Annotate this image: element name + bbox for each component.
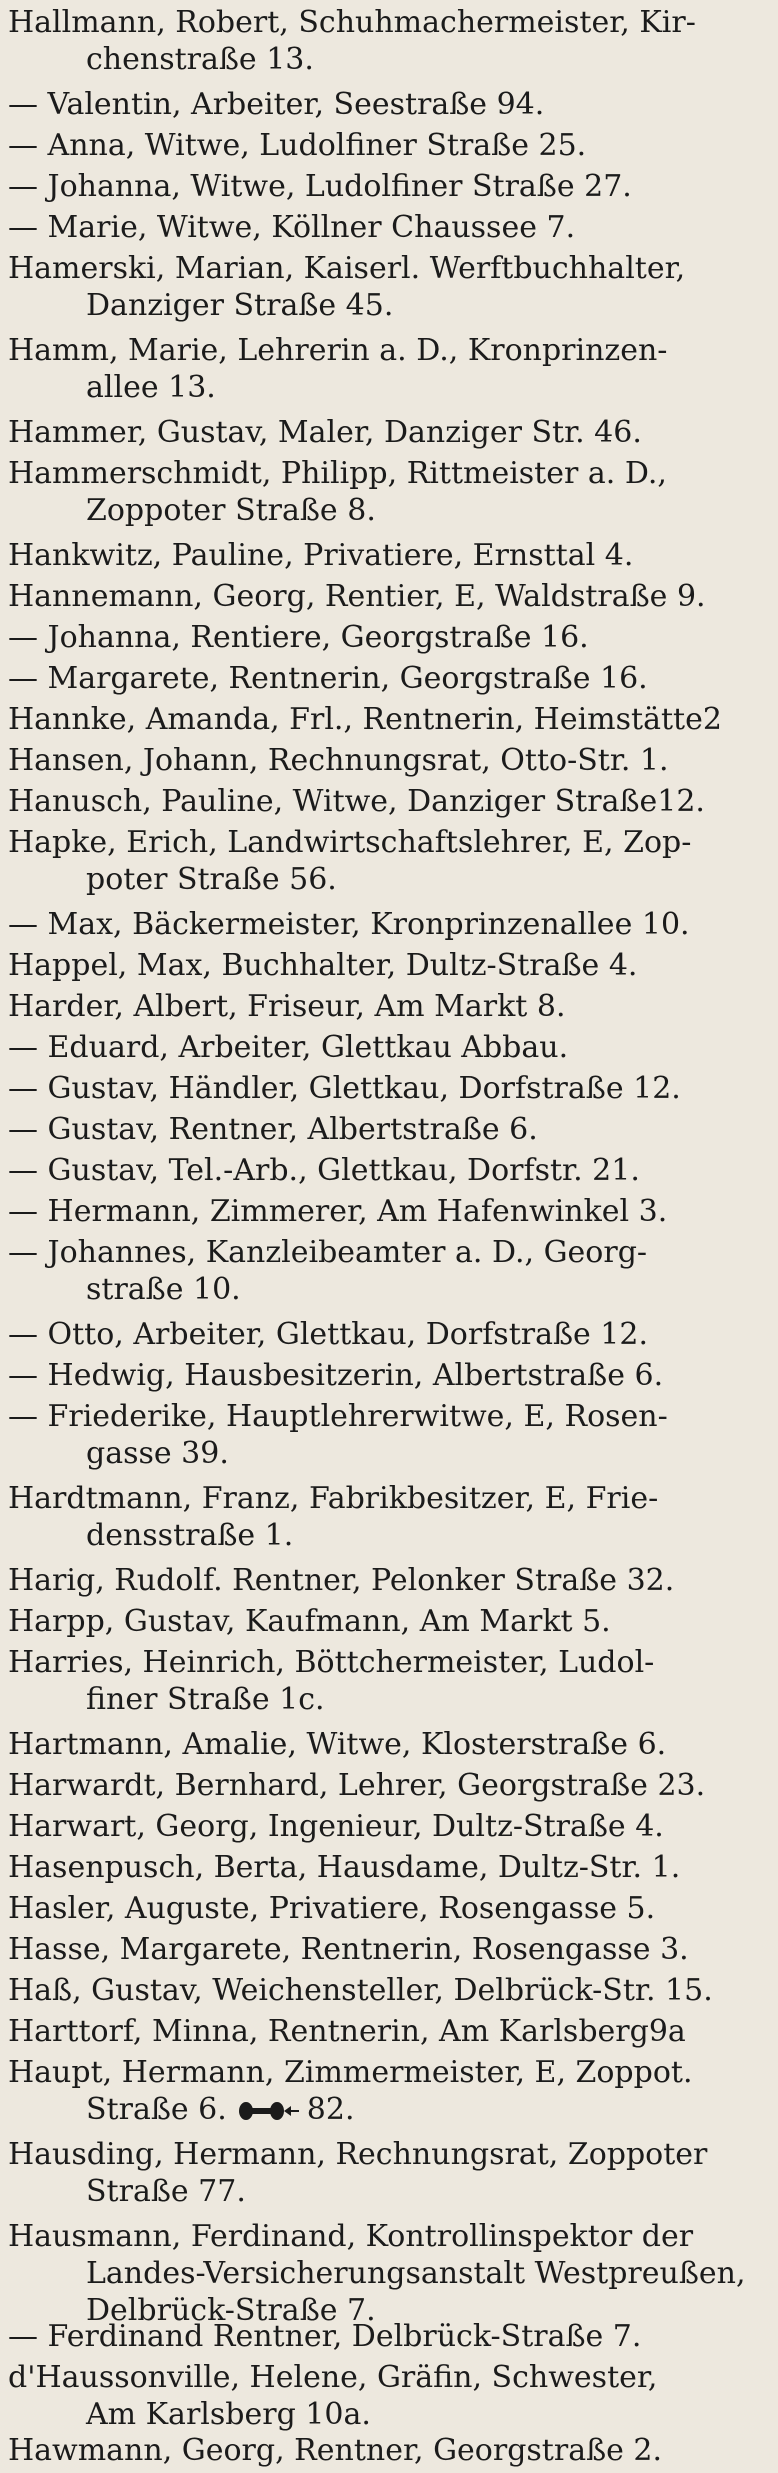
entry-line-continued: Am Karlsberg 10a. [86, 2397, 371, 2432]
entry-line-continued: poter Straße 56. [86, 862, 337, 897]
directory-entry [8, 1972, 772, 2009]
directory-entry [8, 2054, 772, 2128]
directory-entry [8, 660, 772, 697]
directory-entry [8, 127, 772, 164]
entry-line-continued: chenstraße 13. [86, 42, 314, 77]
entry-line: — Margarete, Rentnerin, Georgstraße 16. [8, 661, 648, 696]
directory-entry [8, 1644, 772, 1718]
entry-line: Harwart, Georg, Ingenieur, Dultz-Straße 4. [8, 1809, 664, 1844]
directory-entry [8, 2432, 772, 2469]
entry-line-continued: gasse 39. [86, 1436, 229, 1471]
entry-line: Hawmann, Georg, Rentner, Georgstraße 2. [8, 2433, 663, 2468]
directory-entry [8, 2218, 772, 2329]
entry-line-continued: densstraße 1. [86, 1518, 294, 1553]
entry-line: Hardtmann, Franz, Fabrikbesitzer, E, Frie- [8, 1481, 659, 1516]
directory-entry [8, 1070, 772, 1107]
entry-line: — Gustav, Händler, Glettkau, Dorfstraße 12. [8, 1071, 681, 1106]
directory-entry [8, 619, 772, 656]
directory-entry [8, 1152, 772, 1189]
entry-line-continued: Zoppoter Straße 8. [86, 493, 376, 528]
entry-line-continued: finer Straße 1c. [86, 1682, 325, 1717]
directory-entry [8, 209, 772, 246]
directory-entry [8, 988, 772, 1025]
entry-line: Hamerski, Marian, Kaiserl. Werftbuchhalter, [8, 251, 686, 286]
directory-entry [8, 1398, 772, 1472]
entry-line: Hausmann, Ferdinand, Kontrollinspektor der [8, 2219, 694, 2254]
entry-line-continued: Delbrück-Straße 7. [86, 2293, 376, 2328]
entry-line: Haß, Gustav, Weichensteller, Delbrück-Str. 15. [8, 1973, 713, 2008]
entry-line: — Johannes, Kanzleibeamter a. D., Georg- [8, 1235, 648, 1270]
directory-entry [8, 2013, 772, 2050]
directory-entry [8, 168, 772, 205]
directory-entry [8, 1193, 772, 1230]
directory-entry [8, 1357, 772, 1394]
directory-entry [8, 1316, 772, 1353]
directory-entry [8, 947, 772, 984]
directory-entry [8, 701, 772, 738]
entry-line: Hausding, Hermann, Rechnungsrat, Zoppoter [8, 2137, 708, 2172]
entry-line: — Johanna, Rentiere, Georgstraße 16. [8, 620, 589, 655]
entry-line: d'Haussonville, Helene, Gräfin, Schwester, [8, 2360, 658, 2395]
directory-entry [8, 2359, 772, 2433]
entry-line: Harries, Heinrich, Böttchermeister, Ludol- [8, 1645, 655, 1680]
entry-line: — Max, Bäckermeister, Kronprinzenallee 10. [8, 907, 690, 942]
entry-line-continued: straße 10. [86, 1272, 241, 1307]
entry-line: — Valentin, Arbeiter, Seestraße 94. [8, 87, 545, 122]
entry-line: Hannemann, Georg, Rentier, E, Waldstraße 9. [8, 579, 706, 614]
entry-line: — Otto, Arbeiter, Glettkau, Dorfstraße 12. [8, 1317, 649, 1352]
entry-line: Hapke, Erich, Landwirtschaftslehrer, E, Zop- [8, 825, 692, 860]
directory-entry [8, 2318, 772, 2355]
entry-line: Happel, Max, Buchhalter, Dultz-Straße 4. [8, 948, 638, 983]
directory-entry [8, 455, 772, 529]
entry-line: — Johanna, Witwe, Ludolfiner Straße 27. [8, 169, 632, 204]
directory-entry [8, 1603, 772, 1640]
directory-entry [8, 86, 772, 123]
entry-line: — Eduard, Arbeiter, Glettkau Abbau. [8, 1030, 569, 1065]
entry-line: — Hermann, Zimmerer, Am Hafenwinkel 3. [8, 1194, 668, 1229]
entry-line-continued: Straße 77. [86, 2174, 246, 2209]
entry-line: Harder, Albert, Friseur, Am Markt 8. [8, 989, 566, 1024]
directory-entry [8, 783, 772, 820]
directory-entry [8, 2136, 772, 2210]
entry-line: Hasenpusch, Berta, Hausdame, Dultz-Str. 1. [8, 1850, 681, 1885]
entry-line: Hansen, Johann, Rechnungsrat, Otto-Str. 1. [8, 743, 669, 778]
entry-line: Hankwitz, Pauline, Privatiere, Ernsttal 4. [8, 538, 634, 573]
directory-entry [8, 1726, 772, 1763]
entry-line: Harpp, Gustav, Kaufmann, Am Markt 5. [8, 1604, 611, 1639]
entry-line: Hammer, Gustav, Maler, Danziger Str. 46. [8, 415, 642, 450]
directory-entry [8, 1029, 772, 1066]
entry-line-continued: Landes-Versicherungsanstalt Westpreußen, [86, 2256, 746, 2291]
entry-line: Hasler, Auguste, Privatiere, Rosengasse 5. [8, 1891, 656, 1926]
directory-entry [8, 1890, 772, 1927]
directory-entry [8, 742, 772, 779]
entry-line: — Friederike, Hauptlehrerwitwe, E, Rosen- [8, 1399, 668, 1434]
entry-line: Hanusch, Pauline, Witwe, Danziger Straße12. [8, 784, 705, 819]
entry-line: Harttorf, Minna, Rentnerin, Am Karlsberg9a [8, 2014, 686, 2049]
directory-entry [8, 1931, 772, 1968]
entry-line: — Hedwig, Hausbesitzerin, Albertstraße 6. [8, 1358, 664, 1393]
directory-entry [8, 1480, 772, 1554]
entry-line: Hammerschmidt, Philipp, Rittmeister a. D., [8, 456, 667, 491]
entry-line: Hasse, Margarete, Rentnerin, Rosengasse 3. [8, 1932, 689, 1967]
telephone-icon [237, 2100, 301, 2122]
entry-line-continued [8, 2091, 772, 2128]
telephone-number: 82. [306, 2092, 355, 2127]
directory-entry [8, 250, 772, 324]
directory-entry [8, 824, 772, 898]
directory-entry [8, 4, 772, 78]
entry-line: — Gustav, Rentner, Albertstraße 6. [8, 1112, 538, 1147]
directory-entry [8, 1849, 772, 1886]
directory-entry [8, 578, 772, 615]
entry-line-continued: allee 13. [86, 370, 216, 405]
entry-line: — Marie, Witwe, Köllner Chaussee 7. [8, 210, 576, 245]
directory-entry [8, 1562, 772, 1599]
entry-line: — Gustav, Tel.-Arb., Glettkau, Dorfstr. 21. [8, 1153, 640, 1188]
entry-line-continued: Danziger Straße 45. [86, 288, 394, 323]
directory-entry [8, 906, 772, 943]
entry-line: Harig, Rudolf. Rentner, Pelonker Straße 32. [8, 1563, 675, 1598]
entry-line: Hartmann, Amalie, Witwe, Klosterstraße 6. [8, 1727, 667, 1762]
directory-entry [8, 1111, 772, 1148]
directory-entry [8, 414, 772, 451]
entry-line: Hamm, Marie, Lehrerin a. D., Kronprinzen- [8, 333, 668, 368]
entry-line-text: Straße 6. [86, 2092, 227, 2127]
directory-entry [8, 1808, 772, 1845]
directory-entry [8, 537, 772, 574]
entry-line: Hallmann, Robert, Schuhmachermeister, Kir- [8, 5, 696, 40]
entry-line: Hannke, Amanda, Frl., Rentnerin, Heimstätte2 [8, 702, 722, 737]
entry-line: — Anna, Witwe, Ludolfiner Straße 25. [8, 128, 587, 163]
entry-line: Harwardt, Bernhard, Lehrer, Georgstraße 23. [8, 1768, 706, 1803]
entry-line: Haupt, Hermann, Zimmermeister, E, Zoppot. [8, 2055, 693, 2090]
directory-entry [8, 1234, 772, 1308]
entry-line: — Ferdinand Rentner, Delbrück-Straße 7. [8, 2319, 642, 2354]
directory-entry [8, 1767, 772, 1804]
directory-entry [8, 332, 772, 406]
